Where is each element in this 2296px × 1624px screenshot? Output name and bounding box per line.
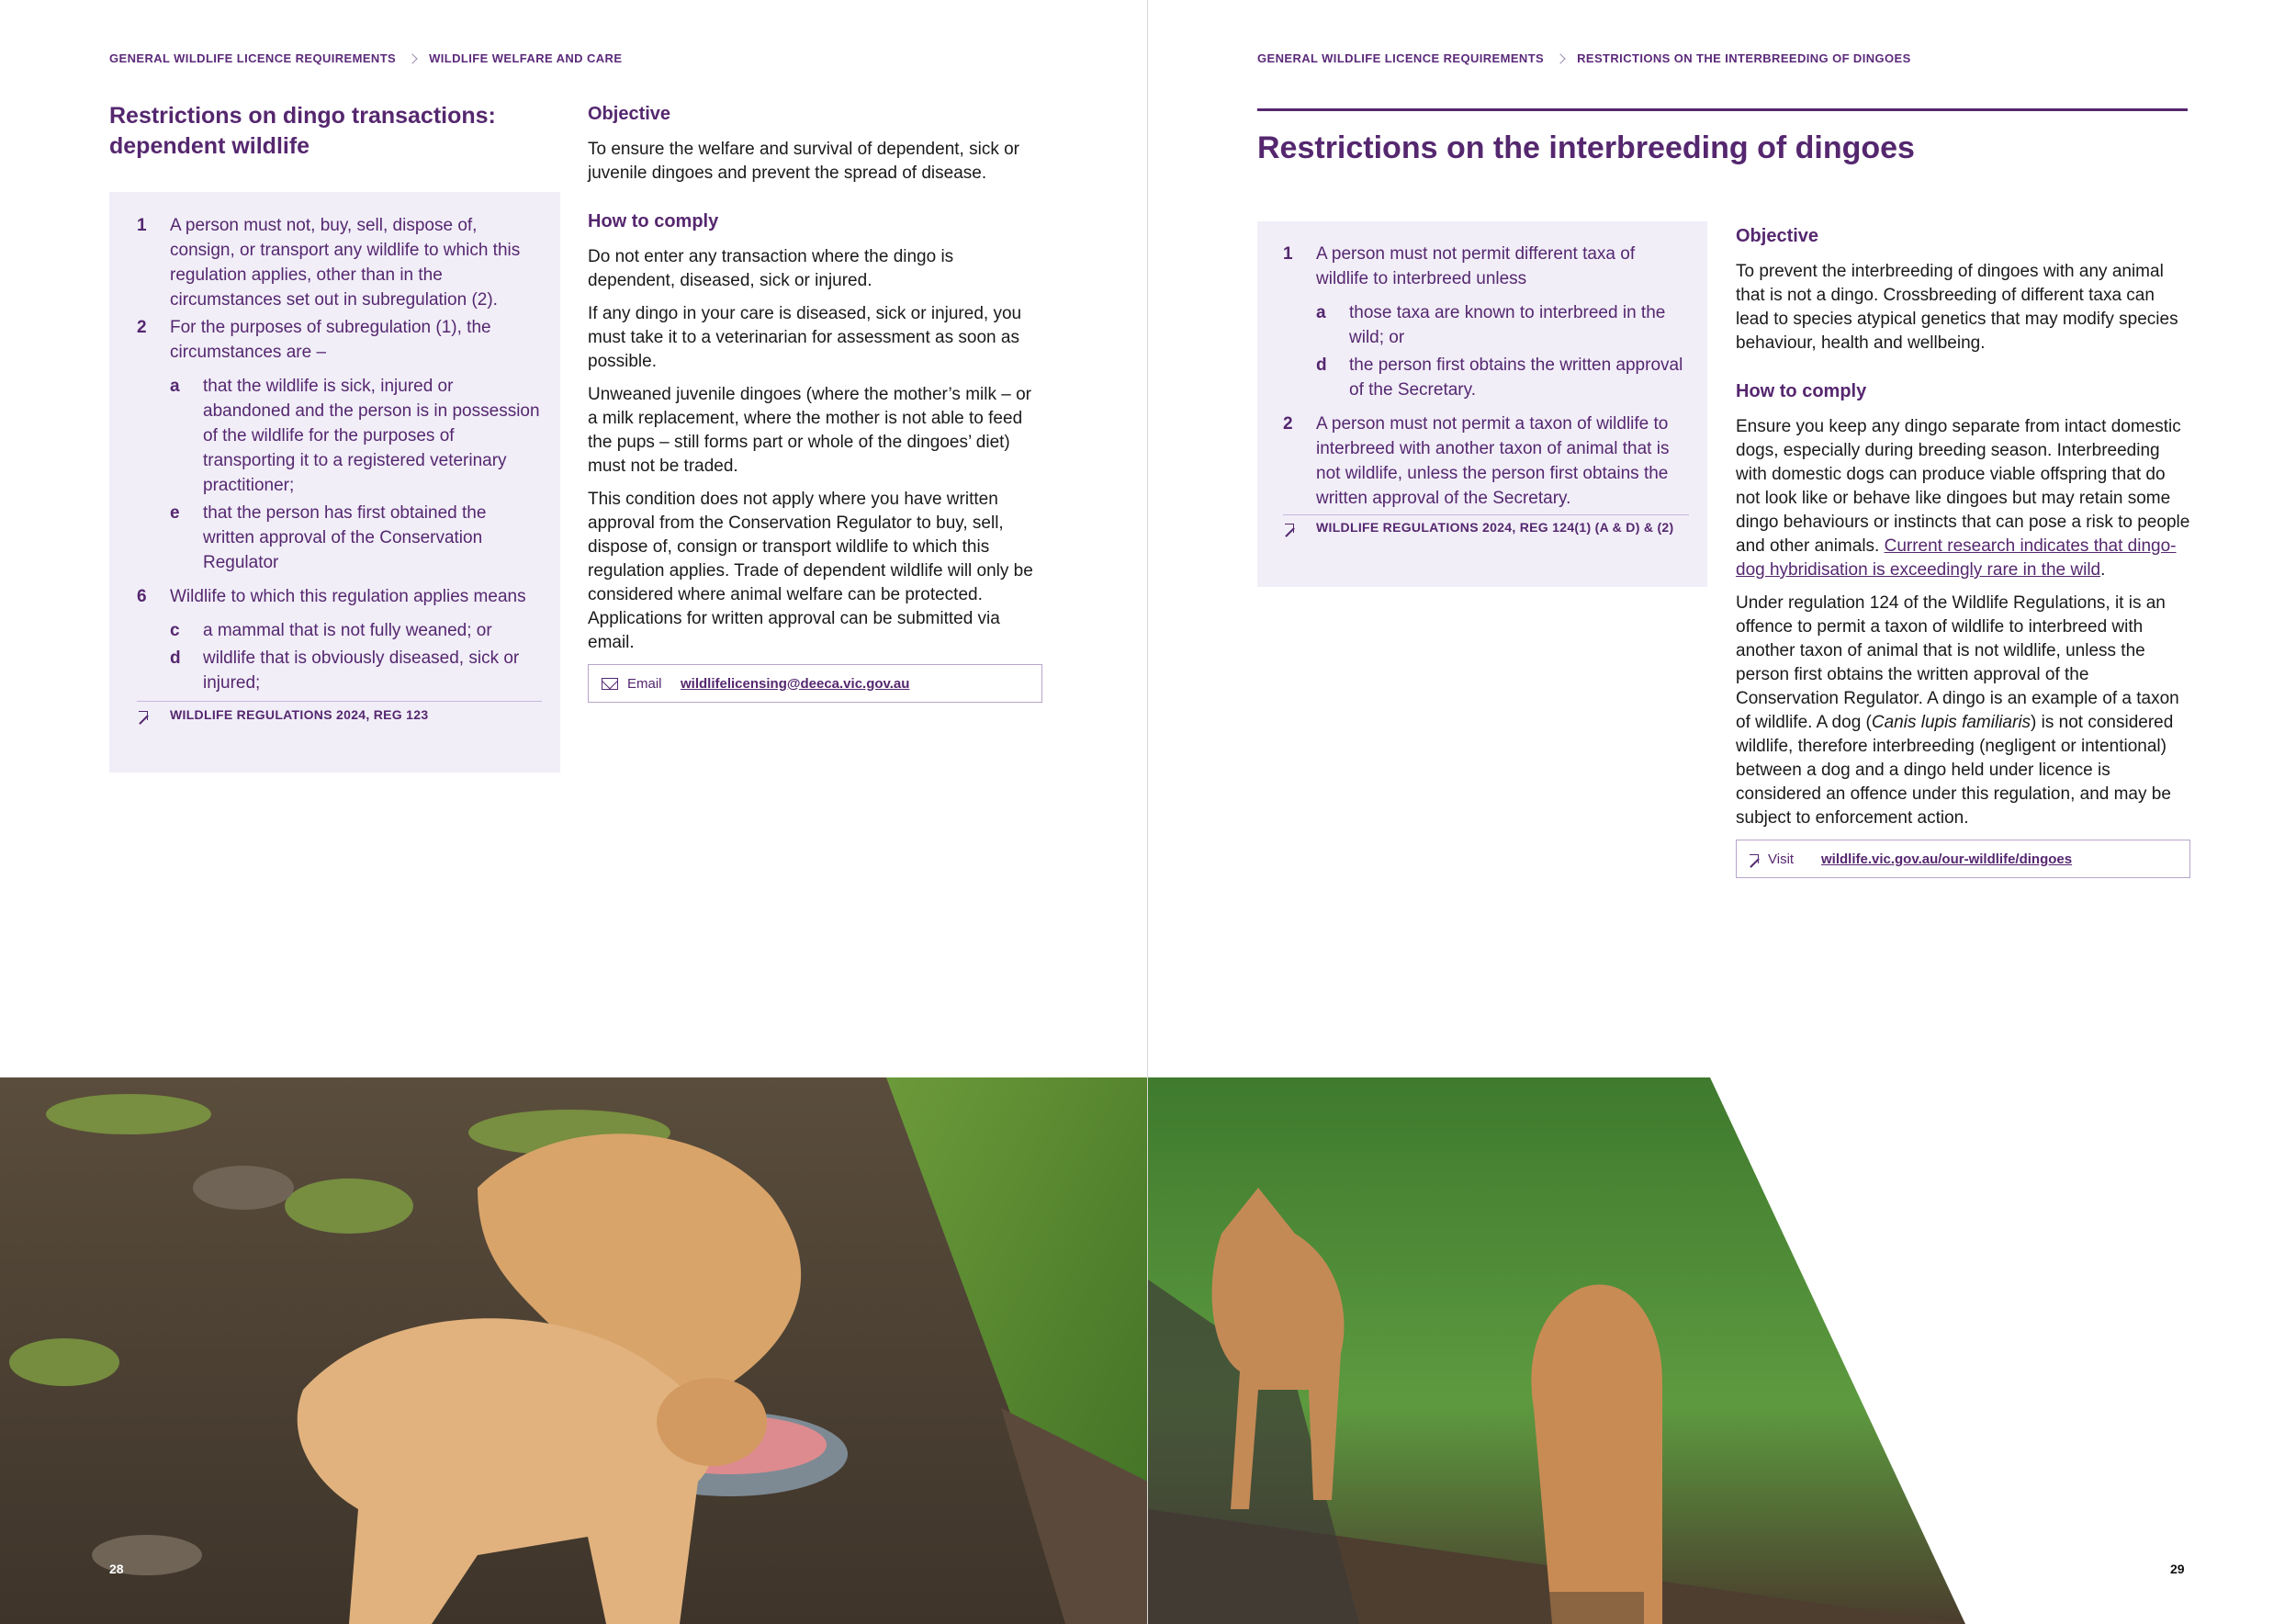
subitem-text: a mammal that is not fully weaned; or [203, 621, 492, 640]
comply-paragraph: Unweaned juvenile dingoes (where the mother’s milk – or a milk replacement, where the mother is not able to feed the pups – still forms part or whole of the dingoes’ diet) must not be traded. [588, 385, 1031, 476]
dingo-pups-photo [0, 1077, 1148, 1624]
item-text: A person must not, buy, sell, dispose of, consign, or transport any wildlife to which this regulation applies, other than in the circumstances set out in subregulation (2). [170, 216, 521, 310]
visit-label: Visit [1768, 851, 1795, 867]
regulation-reference[interactable] [1283, 514, 1689, 540]
comply-paragraph: Ensure you keep any dingo separate from intact domestic dogs, especially during breeding season. Interbreeding with domestic dogs can produce viable offspring that do not look like or behave like dingoes but may retain some dingo behaviours or instincts that can pose a risk to people and other animals. Current research indicates that dingo-dog hybridisation is exceedingly rare in the wild. [1736, 417, 2190, 580]
email-link-box[interactable] [588, 664, 1042, 703]
regulation-item [137, 213, 542, 312]
objective-text: To prevent the interbreeding of dingoes with any animal that is not a dingo. Crossbreeding of different taxa can lead to species atypical genetics that may modify species behaviour, health and wellbeing. [1736, 262, 2178, 353]
regulation-subitem [170, 618, 542, 643]
page-number: 29 [2170, 1562, 2185, 1576]
comply-paragraph [1736, 592, 2190, 830]
subitem-text: that the wildlife is sick, injured or abandoned and the person is in possession of the wildlife for the purposes of transporting it to a registered veterinary practitioner; [203, 377, 540, 495]
breadcrumb-item[interactable]: GENERAL WILDLIFE LICENCE REQUIREMENTS [109, 51, 397, 65]
subitem-text: that the person has first obtained the written approval of the Conservation Regulator [203, 503, 487, 572]
guidance-column [588, 104, 1042, 703]
breadcrumb-item[interactable]: GENERAL WILDLIFE LICENCE REQUIREMENTS [1257, 51, 1545, 65]
item-number: 2 [1283, 414, 1293, 434]
regulation-box [1257, 221, 1707, 587]
subitem-text: those taxa are known to interbreed in the wild; or [1349, 303, 1666, 347]
objective-heading: Objective [1736, 226, 1819, 246]
species-name: Canis lupis familiaris [1871, 713, 2032, 732]
regulation-subitem [170, 501, 542, 575]
regulation-subitem [1316, 353, 1689, 402]
visit-link-box[interactable] [1736, 840, 2190, 878]
regulation-item [1283, 242, 1689, 291]
subitem-letter: e [170, 503, 180, 523]
heading-rule [1257, 108, 2188, 111]
right-page [1148, 0, 2296, 1624]
objective-text: To ensure the welfare and survival of dependent, sick or juvenile dingoes and prevent the spread of disease. [588, 140, 1019, 183]
guidance-column [1736, 226, 2190, 878]
arrow-up-right-icon [1750, 854, 1759, 863]
regulation-subitem [170, 646, 542, 695]
comply-paragraph: This condition does not apply where you have written approval from the Conservation Regulator to buy, sell, dispose of, consign or transport wildlife to which this regulation applies. Trade of dependent wildlife will only be considered where animal welfare can be protected. Applications for written approval can be submitted via email. [588, 490, 1033, 652]
regulation-item [137, 584, 542, 609]
item-number: 6 [137, 587, 147, 606]
comply-paragraph: If any dingo in your care is diseased, sick or injured, you must take it to a veterinarian for assessment as soon as possible. [588, 304, 1022, 371]
comply-text: Ensure you keep any dingo separate from intact domestic dogs, especially during breeding season. Interbreeding with domestic dogs can produce viable offspring that do not look like or behave like dingoes but may retain some dingo behaviours or instincts that can pose a risk to people and other animals. [1736, 417, 2190, 556]
breadcrumb-item[interactable]: WILDLIFE WELFARE AND CARE [429, 51, 623, 65]
comply-text: Under regulation 124 of the Wildlife Regulations, it is an offence to permit a taxon of wildlife to interbreed with another taxon of animal that is not wildlife, unless the person first obtains the written approval of the Conservation Regulator. A dingo is an example of a taxon of wildlife. A dog ( [1736, 593, 2179, 732]
subitem-text: wildlife that is obviously diseased, sick or injured; [203, 648, 520, 693]
item-text: A person must not permit a taxon of wildlife to interbreed with another taxon of animal that is not wildlife, unless the person first obtains the written approval of the Secretary. [1316, 414, 1670, 508]
breadcrumb [109, 51, 622, 65]
regulation-reference[interactable] [137, 701, 542, 728]
regulation-item [1283, 412, 1689, 511]
reference-text: WILDLIFE REGULATIONS 2024, REG 123 [170, 707, 429, 722]
objective-heading: Objective [588, 104, 671, 124]
subitem-letter: a [1316, 303, 1326, 322]
page-number: 28 [109, 1562, 124, 1576]
breadcrumb-item[interactable]: RESTRICTIONS ON THE INTERBREEDING OF DINGOES [1577, 51, 1911, 65]
item-number: 1 [1283, 244, 1293, 264]
research-link[interactable]: Current research indicates that dingo-dog hybridisation is exceedingly rare in the wild [1736, 536, 2177, 580]
adult-dingoes-photo [1148, 1077, 2296, 1624]
page-heading: Restrictions on the interbreeding of dingoes [1257, 130, 1915, 165]
item-number: 2 [137, 318, 147, 337]
item-text: For the purposes of subregulation (1), the circumstances are – [170, 318, 491, 362]
subitem-letter: d [170, 648, 181, 668]
subitem-letter: c [170, 621, 180, 640]
comply-heading: How to comply [1736, 381, 1867, 401]
subitem-text: the person first obtains the written approval of the Secretary. [1349, 355, 1683, 400]
breadcrumb [1257, 51, 1911, 65]
arrow-up-right-icon [1285, 524, 1294, 533]
subitem-letter: d [1316, 355, 1327, 375]
item-text: Wildlife to which this regulation applies means [170, 587, 526, 606]
page-heading: Restrictions on dingo transactions: dependent wildlife [109, 103, 496, 159]
regulation-item [137, 315, 542, 365]
comply-paragraph: Do not enter any transaction where the dingo is dependent, diseased, sick or injured. [588, 247, 954, 290]
reference-text: WILDLIFE REGULATIONS 2024, REG 124(1) (A & D) & (2) [1316, 520, 1674, 535]
email-label: Email [627, 675, 662, 692]
subitem-letter: a [170, 377, 180, 396]
visit-link[interactable]: wildlife.vic.gov.au/our-wildlife/dingoes [1821, 851, 2073, 867]
regulation-subitem [1316, 300, 1689, 350]
item-number: 1 [137, 216, 147, 235]
chevron-right-icon [1555, 53, 1565, 63]
comply-heading: How to comply [588, 211, 719, 231]
regulation-subitem [170, 374, 542, 498]
regulation-box [109, 192, 560, 773]
item-text: A person must not permit different taxa of wildlife to interbreed unless [1316, 244, 1636, 288]
mail-icon [602, 678, 618, 690]
email-link[interactable]: wildlifelicensing@deeca.vic.gov.au [681, 675, 910, 692]
arrow-up-right-icon [139, 711, 148, 720]
chevron-right-icon [407, 53, 417, 63]
comply-text: ) is not considered wildlife, therefore interbreeding (negligent or intentional) between a dog and a dingo held under licence is considered an offence under this regulation, and may be subject to enforcement action. [1736, 713, 2174, 828]
